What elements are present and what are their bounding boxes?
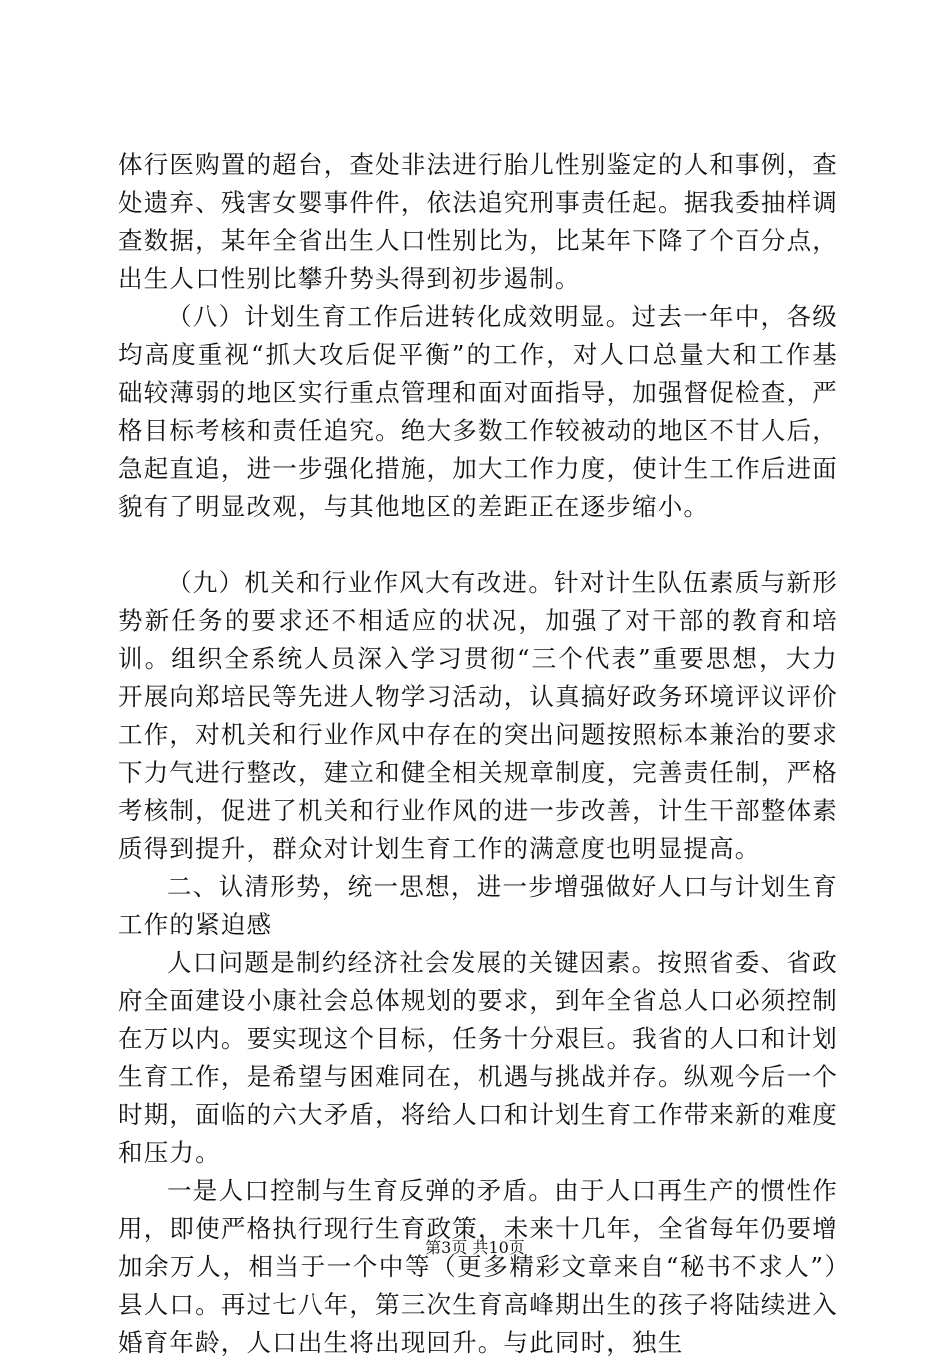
paragraph-section-9: （九）机关和行业作风大有改进。针对计生队伍素质与新形势新任务的要求还不相适应的状况，加强了对干部的教育和培训。组织全系统人员深入学习贯彻“三个代表”重要思想，大力开展向郑培民等先进人物学习活动，认真搞好政务环境评议评价工作，对机关和行业作风中存在的突出问题按照标本兼治的要求下力气进行整改，建立和健全相关规章制度，完善责任制，严格考核制，促进了机关和行业作风的进一步改善，计生干部整体素质得到提升，群众对计划生育工作的满意度也明显提高。 xyxy=(118,568,838,863)
paragraph-continuation: 体行医购置的超台，查处非法进行胎儿性别鉴定的人和事例，查处遗弃、残害女婴事件件，依法追究刑事责任起。据我委抽样调查数据，某年全省出生人口性别比为，比某年下降了个百分点，出生人口性别比攀升势头得到初步遏制。 xyxy=(118,150,838,293)
document-body xyxy=(118,146,838,1362)
paragraph-gap xyxy=(118,526,838,564)
paragraph-contradiction-1: 一是人口控制与生育反弹的矛盾。由于人口再生产的惯性作用，即使严格执行现行生育政策，未来十几年，全省每年仍要增加余万人，相当于一个中等（更多精彩文章来自“秘书不求人”）县人口。再过七八年，第三次生育高峰期出生的孩子将陆续进入婚育年龄，人口出生将出现回升。与此同时，独生 xyxy=(118,1176,838,1357)
page-footer: 第3页 共10页 xyxy=(425,1238,525,1257)
paragraph-population-issue: 人口问题是制约经济社会发展的关键因素。按照省委、省政府全面建设小康社会总体规划的要求，到年全省总人口必须控制在万以内。要实现这个目标，任务十分艰巨。我省的人口和计划生育工作，是希望与困难同在，机遇与挑战并存。纵观今后一个时期，面临的六大矛盾，将给人口和计划生育工作带来新的难度和压力。 xyxy=(118,948,838,1167)
section-heading-2: 二、认清形势，统一思想，进一步增强做好人口与计划生育工作的紧迫感 xyxy=(118,872,838,939)
paragraph-section-8: （八）计划生育工作后进转化成效明显。过去一年中，各级均高度重视“抓大攻后促平衡”的工作，对人口总量大和工作基础较薄弱的地区实行重点管理和面对面指导，加强督促检查，严格目标考核和责任追究。绝大多数工作较被动的地区不甘人后，急起直追，进一步强化措施，加大工作力度，使计生工作后进面貌有了明显改观，与其他地区的差距正在逐步缩小。 xyxy=(118,302,838,521)
